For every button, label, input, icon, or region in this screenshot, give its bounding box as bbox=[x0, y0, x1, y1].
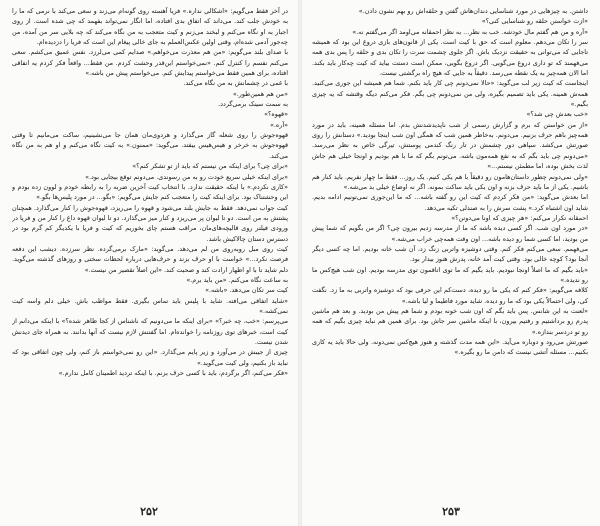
left-page-text bbox=[12, 6, 288, 494]
paragraph: «قهوه؟» bbox=[264, 110, 288, 119]
paragraph: «فکر می‌کنم، اگر برگردم، باید با کسی حرف بزنم. با اینکه تردید اطمینان کامل ندارم.» bbox=[58, 369, 288, 378]
left-page bbox=[0, 0, 298, 526]
paragraph: چیزی از جیبش در می‌آورد و زیر پایم می‌گذارد. «این رو نمی‌خواستم باز کنم، ولی چون اتفاقی بود که نباید باز بکنیم، ولی کیت می‌گوید.» bbox=[12, 348, 288, 367]
paragraph: می‌پرسم: «خب، چه خبر؟» «برای اینکه ما می‌دونیم که ناشناس از کجا ظاهر شده؟» با اینکه می‌دانم از کیت است، خبرهای توی روزنامه را خوانده‌ام. اما گفتنش لازم نیست که آنها بدانند. به همراه جای دیدنش شدن نیست. bbox=[12, 317, 288, 346]
paragraph: «خب بعدش چی شد؟» bbox=[526, 110, 588, 119]
paragraph: به سمت سینک برمی‌گردد. bbox=[218, 100, 288, 109]
paragraph: کیت جواب نمی‌دهد. فقط به جایش بلند می‌شود و قهوه را می‌ریزد، قهوه‌جوش را کنار می‌گذارد. همچنان پشتش به من است. دو تا لیوان پر می‌ریزد و کنار میز می‌گذارد. دو تا لیوان قهوه داغ را کنار من و فریا در ورودی فیلتر روی قالیچه‌های‌مان، مراقب هستم چای بخوریم که کیت و فریا با یکدیگر کم گرم بود در دسترس دستان چالاکیش باشد. bbox=[12, 203, 288, 243]
paragraph: می‌فهمم. سعی می‌کنم فکر کنم. وقتی دوشیزه واتربی زنگ زد، آن شب خانه بودیم. اما چه کسی دیگر آنجا بود؟ کوچه خالی بود. وقتی کیت آمد خانه، پدرش هنوز بیدار بود. bbox=[312, 244, 588, 264]
paragraph: داشتن. به چیزهایی در مورد شناسایی دندان‌هاش گفتن و حلقه‌اش رو بهم نشون دادن.» bbox=[358, 7, 588, 15]
paragraph: اینجاست که کیت زیر لب می‌گوید: «حالا نمی‌دونم چی کار باید بکنم. شما هم همیشه این جوری می‌کنید. همه‌ش همینه. یکی باید تصمیم بگیره، ولی من نمی‌دونم چی بگم. فکر می‌کنم دیگه وقتشه که یه چیزی بگیم.» bbox=[312, 79, 588, 109]
paragraph: اما بعدش می‌گوید: «من فکر کردم که کیت این رو گفته باشه... که ما این‌جوری نمی‌تونیم ادامه بدیم. شاید اون اشتباه کرد.» پشت سرش را به صندلی تکیه می‌دهد. bbox=[312, 193, 588, 212]
paragraph: «از من خواستن که برم و گزارش رسمی از شب ناپدیدشدنش بدم. اما مسئله همینه، باید در مورد همه‌چیز باهم حرف بزنیم. می‌دونم. به‌خاطر همین شب که همگی اون شب اینجا بودید.» دستانش را روی صورتش می‌کشد. سپاهی دور چشمش در تار رنگ کندمی پوستش، تیرگی خاص به نظر می‌رسد. «می‌دونم چی باید بگم که به نفع همه‌مون باشه. می‌تونم بگم که ما با هم بودیم و اونجا خیلی هم جاش لذت بخش بوده، اما مطمئن نیستم...» bbox=[312, 120, 588, 171]
paragraph: «کاری نکردم.» با اینکه حقیقت ندارد. با انتخاب کیت آخرین ضربه را به رابطه خودم و لوون زده بودم و این وحشتناک بود. برای اینکه کیت را متعجب کنم جایش می‌گویم: «بگو... در مورد پلیس‌ها بگو.» bbox=[12, 182, 288, 202]
paragraph: احمقانه تکرار می‌کنم: «هر چیزی که اونا می‌دونن؟» bbox=[451, 213, 588, 222]
right-page bbox=[302, 0, 600, 526]
paragraph: با صدای بلند می‌گویم: «من هم معذرت می‌خواهم.» صدایم کمی می‌لرزد. نفس عمیق می‌کشم. سعی می‌کنم نفسم را کنترل کنم. «نمی‌خواستم این‌قدر وحشت کردم. من فقط... واقعاً فکر کردم یه اتفاقی افتاده، برای همین فقط می‌خواستم پیدایش کنم. می‌خواستم پیش من باشه.» bbox=[12, 48, 288, 78]
paragraph: «من هم همین‌طور.» bbox=[232, 89, 288, 98]
paragraph: «آره.» bbox=[269, 120, 288, 129]
paragraph: کلافه می‌گویم: «فکر کنم که یکی ما رو دیده، دست‌کم این حرفی بود که دوشیزه واتربی به ما زد. نگفت کی، ولی احتمالاً یکی بود که ما رو دیده. شاید مورد فاطیما و لیا باشه.» bbox=[312, 286, 588, 305]
page-number-left: ۲۵۲ bbox=[140, 505, 158, 518]
paragraph: «باید بگیم که ما اصلاً اونجا نبودیم. باید بگیم که ما توی اتاقمون توی مدرسه بودیم. اون شب هیچ‌کس ما رو ندیده.» bbox=[312, 265, 588, 284]
paragraph: سر را تکان می‌دهم. معلوم است که حق با کیت است. یکی از قانون‌های بازی دروغ این بود که همیشه تاجایی که می‌توانی به حقیقت نزدیک باش. اگر جلوی چشمت سرت را تکان بدی و حلقه را پس بدی همه می‌فهمند که تو داری دروغ می‌گویی. اگر دروغ بگویی، ممکن است دستت بیاید که کیت چه‌کار باید بکند. اما الان همه‌چیز به یک نقطه می‌رسد. دقیقاً به جایی که هیچ راه برگشتی نیست. bbox=[312, 38, 588, 78]
paragraph: قهوه‌جوش را روی شعله گاز می‌گذارد و هردوی‌مان همان جا می‌نشینیم، ساکت می‌مانیم تا وقتی قهوه‌جوش به خرخر و هیس‌هیس بیفتد. می‌گوید: «ممنون.» به کیت نگاه می‌کنم و او هم به من نگاه می‌کند. bbox=[12, 131, 288, 160]
paragraph: در آخر فقط می‌گویم: «اشکالی نداره.» فریا آهسته روی گونه‌ام می‌زند و سعی می‌کند با نرمی که ما را به خودش جلب کند. می‌داند که اتفاق بدی افتاده، اما انگار نمی‌تواند بفهمد که چی شده است. از روی اجبار به او نگاه می‌کنم و لبخند می‌زنم و کیت متعجب به من نگاه می‌کند که چه بلایی سر من آمده، من چه‌جور آدمی شده‌ام، وقتی اولین عکس‌العملم به جای خالی پیغام این است که فریا را دزدیده‌ام. bbox=[12, 7, 288, 47]
paragraph: «ولی نمی‌دونم چطور داستان‌هامون رو دقیقاً با هم یکی کنیم. یک روز... فقط ما چهار نفریم. باید کنار هم باشیم. یکی از ما باید حرف بزنه و اون یکی باید ساکت بمونه. اگر نه اوضاع خیلی بد می‌شه.» bbox=[312, 172, 588, 191]
paragraph: «شاید اتفاقی می‌افته. شاید با پلیس باید تماس بگیری. فقط مواظب باش. خیلی دلم واسه کیت نمی‌کشه.» bbox=[12, 296, 288, 315]
paragraph: «آره و من هم گفتم مال خودشه. خب به نظر... به نظر احمقانه می‌اومد اگر می‌گفتم نه.» bbox=[352, 27, 588, 36]
paragraph: کیت روی مبل روبه‌روی من لم می‌دهد. می‌گوید: «مارک برمی‌گرده. نظر سرزده. دیشب این دفعه فرصت نکرد...» خواست با او حرف بزند و حرف‌هایی درباره لحظات سختی و روزهای گذشته می‌گوید. دلم شاید تا با او اظهار ارادت کند و صحبت کند. «این اصلاً تقصیر من نیست.» bbox=[12, 244, 288, 274]
paragraph: «در مورد اون شب. اگر کسی دیده باشه که ما از مدرسه زدیم بیرون چی؟ اگر من بگویم که شما پیش من بودید، اما کسی شما رو دیده باشه... اون وقت همه‌چی خراب می‌شه.» bbox=[312, 224, 588, 243]
paragraph: صورتش می‌رود و دوباره می‌آید. «این همه مدت گذشته و هنوز هیچ‌کس نمی‌دونه. ولی حالا باید یه کاری بکنیم... مسئله آتشی نیست که دامن ما رو بگیره.» bbox=[312, 338, 588, 357]
right-page-text bbox=[312, 6, 588, 494]
paragraph: کیت سر تکان می‌دهد. «باشه.» bbox=[205, 286, 288, 295]
paragraph: «برای اینکه خیلی سریع خودت رو به من رسوندی. می‌دونم توقع بیجایی بود.» bbox=[85, 172, 288, 181]
page-number-right: ۲۵۳ bbox=[442, 505, 460, 518]
paragraph: «ازت خواستن حلقه رو شناسایی کنی؟» bbox=[481, 17, 588, 26]
paragraph: به ساعت نگاه می‌کنم. «من باید برم.» bbox=[186, 275, 288, 284]
paragraph: «برای چی؟ برای اینکه من نیستم که باید از تو تشکر کنم؟» bbox=[132, 162, 288, 171]
paragraph: با غمی در چشمانش به من نگاه می‌کند. bbox=[183, 79, 288, 88]
paragraph: «لعنت به این شانس. پس باید بگم که اون شب خونه بودم و شما هم پیش من بودید. و بعد هم ماشین پدرم رو برداشتیم و رفتیم بیرون، با اینکه ماشین سر جاش بود. برای همین هم نباید چیزی بگیم که همه رو تو دردسر بندازه.» bbox=[312, 306, 588, 336]
